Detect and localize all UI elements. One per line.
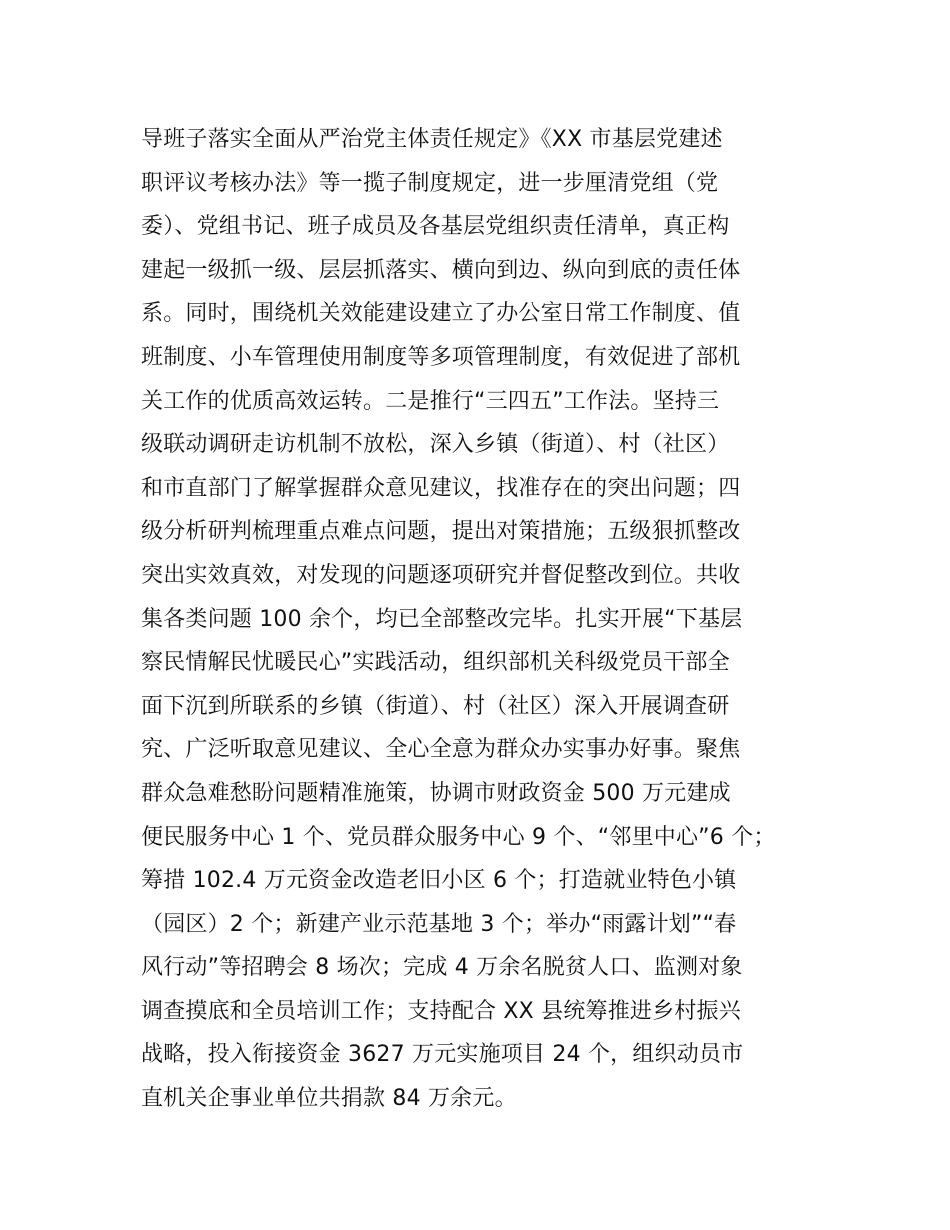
text-line: 究、广泛听取意见建议、全心全意为群众办实事办好事。聚焦 [141, 737, 741, 763]
text-line: 委）、党组书记、班子成员及各基层党组织责任清单，真正构 [141, 214, 730, 240]
text-line: 察民情解民忧暖民心”实践活动，组织部机关科级党员干部全 [141, 650, 730, 676]
text-line: 面下沉到所联系的乡镇（街道）、村（社区）深入开展调查研 [141, 693, 730, 719]
text-line: 风行动”等招聘会 8 场次；完成 4 万余名脱贫人口、监测对象 [141, 955, 743, 981]
text-line: 调查摸底和全员培训工作；支持配合 XX 县统筹推进乡村振兴 [141, 998, 741, 1024]
text-line: 班制度、小车管理使用制度等多项管理制度，有效促进了部机 [141, 344, 741, 370]
text-line: 和市直部门了解掌握群众意见建议，找准存在的突出问题；四 [141, 475, 741, 501]
text-line: 级联动调研走访机制不放松，深入乡镇（街道）、村（社区） [141, 432, 730, 458]
text-line: 建起一级抓一级、层层抓落实、横向到边、纵向到底的责任体 [141, 257, 741, 283]
text-line: 筹措 102.4 万元资金改造老旧小区 6 个；打造就业特色小镇 [141, 868, 737, 894]
text-line: 级分析研判梳理重点难点问题，提出对策措施；五级狠抓整改 [141, 519, 741, 545]
body-paragraph [141, 118, 841, 1121]
text-line: 导班子落实全面从严治党主体责任规定》《XX 市基层党建述 [141, 127, 723, 152]
text-line: 职评议考核办法》等一揽子制度规定，进一步厘清党组（党 [141, 170, 719, 196]
text-line: 群众急难愁盼问题精准施策，协调市财政资金 500 万元建成 [141, 780, 731, 806]
text-line: （园区）2 个；新建产业示范基地 3 个；举办“雨露计划”“春 [141, 911, 737, 937]
text-line: 战略，投入衔接资金 3627 万元实施项目 24 个，组织动员市 [141, 1042, 744, 1068]
text-line: 关工作的优质高效运转。二是推行“三四五”工作法。坚持三 [141, 388, 720, 414]
text-line: 便民服务中心 1 个、党员群众服务中心 9 个、“邻里中心”6 个； [141, 824, 776, 850]
text-line: 系。同时，围绕机关效能建设建立了办公室日常工作制度、值 [141, 301, 741, 327]
text-line: 直机关企事业单位共捐款 84 万余元。 [141, 1086, 517, 1112]
text-line: 集各类问题 100 余个，均已全部整改完毕。扎实开展“下基层 [141, 606, 743, 632]
text-line: 突出实效真效，对发现的问题逐项研究并督促整改到位。共收 [141, 562, 741, 588]
